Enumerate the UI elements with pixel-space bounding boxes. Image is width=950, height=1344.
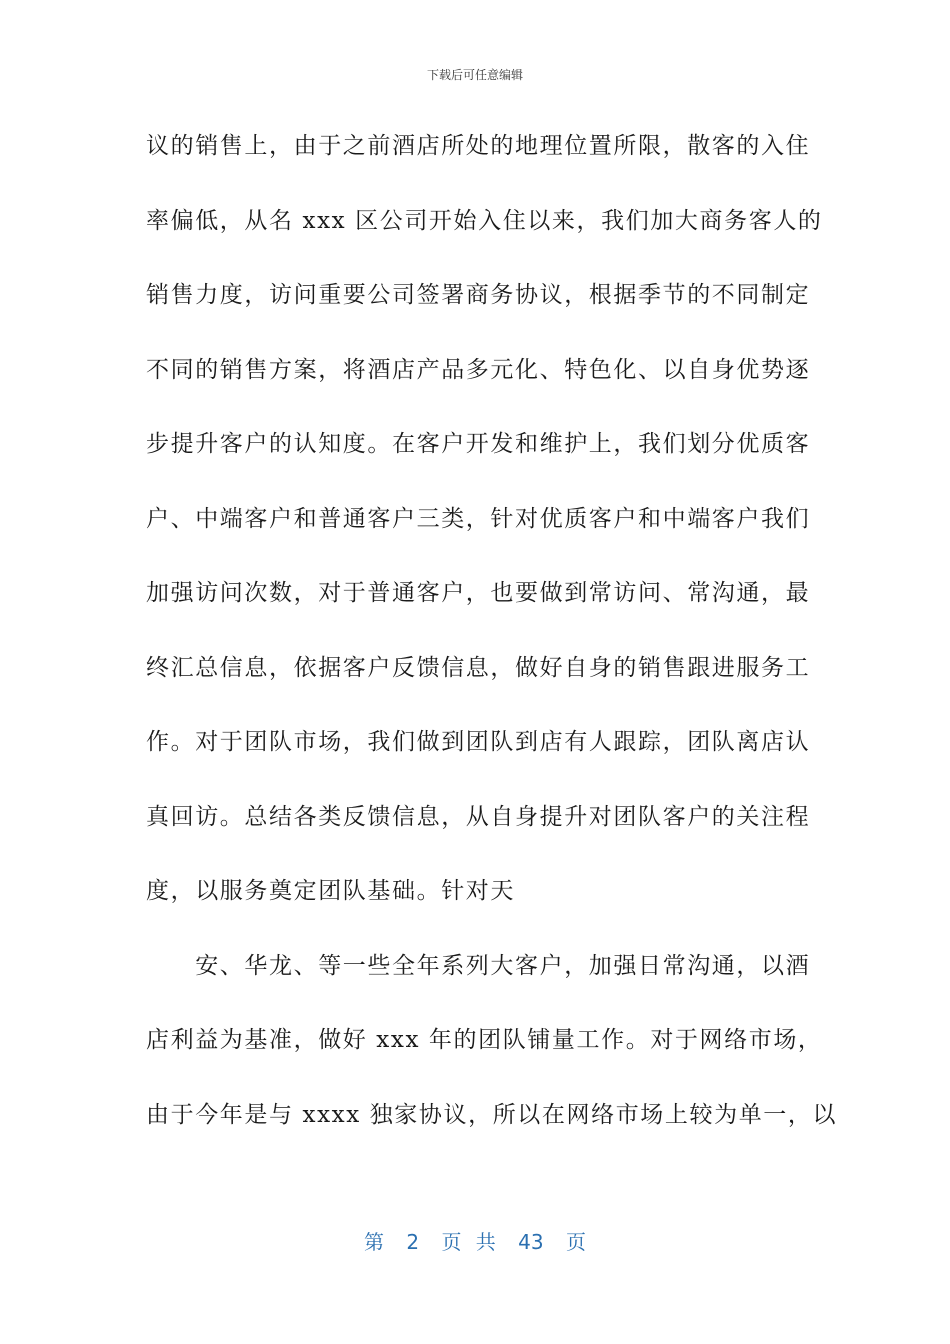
page-footer <box>0 1226 950 1255</box>
text-line-9: 作。对于团队市场，我们做到团队到店有人跟踪，团队离店认 <box>146 729 811 755</box>
text-line-2: 率偏低，从名 xxx 区公司开始入住以来，我们加大商务客人的 <box>146 207 823 234</box>
text-line-3: 销售力度，访问重要公司签署商务协议，根据季节的不同制定 <box>146 282 811 308</box>
footer-suffix: 页 <box>565 1230 586 1254</box>
footer-prefix: 第 <box>364 1230 384 1254</box>
footer-page-number: 2 <box>406 1230 420 1254</box>
text-line-14: 由于今年是与 xxxx 独家协议，所以在网络市场上较为单一，以 <box>146 1101 838 1128</box>
text-line-4: 不同的销售方案，将酒店产品多元化、特色化、以自身优势逐 <box>146 356 811 383</box>
text-line-11: 度，以服务奠定团队基础。针对天 <box>146 878 515 904</box>
text-line-1: 议的销售上，由于之前酒店所处的地理位置所限，散客的入住 <box>146 133 811 159</box>
text-line-6: 户、中端客户和普通客户三类，针对优质客户和中端客户我们 <box>146 505 811 532</box>
document-body <box>146 127 838 1170</box>
text-line-8: 终汇总信息，依据客户反馈信息，做好自身的销售跟进服务工 <box>146 654 811 681</box>
text-line-10: 真回访。总结各类反馈信息，从自身提升对团队客户的关注程 <box>146 803 811 830</box>
text-line-7: 加强访问次数，对于普通客户，也要做到常访问、常沟通，最 <box>146 580 811 606</box>
footer-middle: 页 共 <box>441 1230 496 1254</box>
text-line-12: 安、华龙、等一些全年系列大客户，加强日常沟通，以酒 <box>146 952 811 979</box>
text-line-13: 店利益为基准，做好 xxx 年的团队铺量工作。对于网络市场， <box>146 1027 823 1053</box>
text-line-5: 步提升客户的认知度。在客户开发和维护上，我们划分优质客 <box>146 431 811 457</box>
page-header-note: 下载后可任意编辑 <box>426 68 523 82</box>
footer-total-pages: 43 <box>518 1230 544 1254</box>
